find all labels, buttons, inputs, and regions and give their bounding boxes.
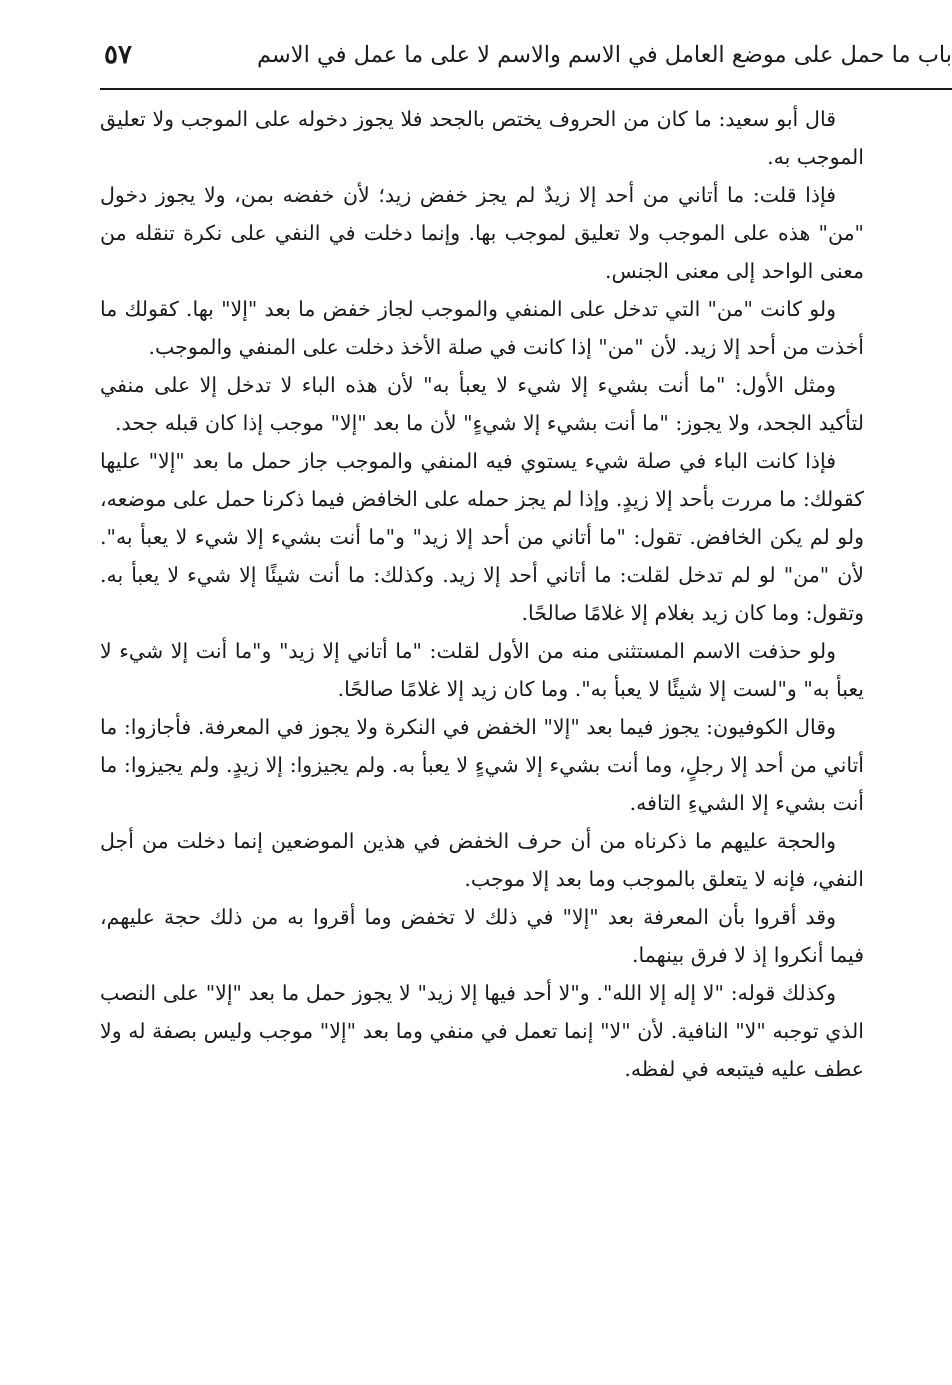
paragraph: ولو كانت "من" التي تدخل على المنفي والموجب لجاز خفض ما بعد "إلا" بها. كقولك ما أخذت من أحد إلا زيد. لأن "من" إذا كانت في صلة الأخذ دخلت على المنفي والموجب. bbox=[100, 297, 864, 359]
paragraph: والحجة عليهم ما ذكرناه من أن حرف الخفض في هذين الموضعين إنما دخلت من أجل النفي، فإنه لا يتعلق بالموجب وما بعد إلا موجب. bbox=[100, 829, 864, 891]
paragraph: وكذلك قوله: "لا إله إلا الله". و"لا أحد فيها إلا زيد" لا يجوز حمل ما بعد "إلا" على النصب الذي توجبه "لا" النافية. لأن "لا" إنما تعمل في منفي وما بعد "إلا" موجب وليس بصفة له ولا عطف عليه فيتبعه في لفظه. bbox=[100, 981, 864, 1081]
body-text bbox=[100, 100, 864, 1088]
paragraph: قال أبو سعيد: ما كان من الحروف يختص بالجحد فلا يجوز دخوله على الموجب ولا تعليق الموجب به. bbox=[100, 107, 864, 169]
page-number: ٥٧ bbox=[104, 40, 132, 70]
running-title: باب ما حمل على موضع العامل في الاسم والاسم لا على ما عمل في الاسم bbox=[256, 42, 952, 68]
paragraph: فإذا كانت الباء في صلة شيء يستوي فيه المنفي والموجب جاز حمل ما بعد "إلا" عليها كقولك: ما مررت بأحد إلا زيدٍ. وإذا لم يجز حمله على الخافض فيما ذكرنا حمل على موضعه، ولو لم يكن الخافض. تقول: "ما أتاني من أحد إلا زيد" و"ما أنت بشيء إلا شيء لا يعبأ به". لأن "من" لو لم تدخل لقلت: ما أتاني أحد إلا زيد. وكذلك: ما أنت شيئًا إلا شيء لا يعبأ به. وتقول: وما كان زيد بغلام إلا غلامًا صالحًا. bbox=[100, 449, 864, 625]
header-rule bbox=[100, 88, 952, 90]
paragraph: فإذا قلت: ما أتاني من أحد إلا زيدٌ لم يجز خفض زيد؛ لأن خفضه بمن، ولا يجوز دخول "من" هذه على الموجب ولا تعليق لموجب بها. وإنما دخلت في النفي على نكرة تنقله من معنى الواحد إلى معنى الجنس. bbox=[100, 183, 864, 283]
paragraph: وقال الكوفيون: يجوز فيما بعد "إلا" الخفض في النكرة ولا يجوز في المعرفة. فأجازوا: ما أتاني من أحد إلا رجلٍ، وما أنت بشيء إلا شيءٍ لا يعبأ به. ولم يجيزوا: إلا زيدٍ. ولم يجيزوا: ما أنت بشيء إلا الشيءِ التافه. bbox=[100, 715, 864, 815]
paragraph: ومثل الأول: "ما أنت بشيء إلا شيء لا يعبأ به" لأن هذه الباء لا تدخل إلا على منفي لتأكيد الجحد، ولا يجوز: "ما أنت بشيء إلا شيءٍ" لأن ما بعد "إلا" موجب إذا كان قبله جحد. bbox=[100, 373, 864, 435]
page-header bbox=[100, 34, 952, 86]
paragraph: ولو حذفت الاسم المستثنى منه من الأول لقلت: "ما أتاني إلا زيد" و"ما أنت إلا شيء لا يعبأ به" و"لست إلا شيئًا لا يعبأ به". وما كان زيد إلا غلامًا صالحًا. bbox=[100, 639, 864, 701]
paragraph: وقد أقروا بأن المعرفة بعد "إلا" في ذلك لا تخفض وما أقروا به من ذلك حجة عليهم، فيما أنكروا إذ لا فرق بينهما. bbox=[100, 905, 864, 967]
